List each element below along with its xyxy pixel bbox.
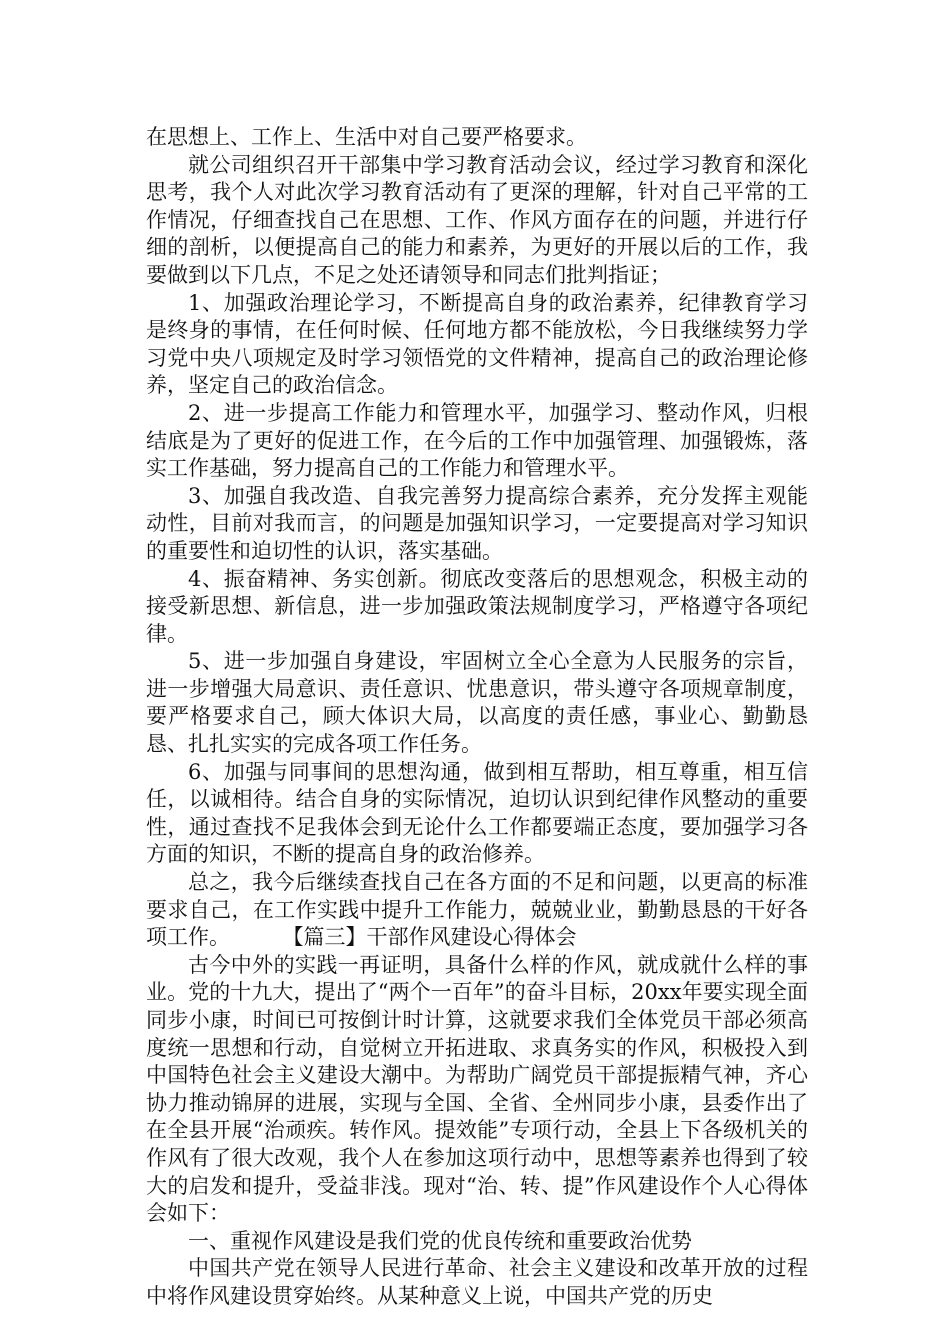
paragraph-item-3: 3、加强自我改造、自我完善努力提高综合素养，充分发挥主观能动性，目前对我而言，的问题是加强知识学习，一定要提高对学习知识的重要性和迫切性的认识，落实基础。	[146, 483, 808, 563]
document-body	[146, 124, 808, 1311]
paragraph-item-1: 1、加强政治理论学习，不断提高自身的政治素养，纪律教育学习是终身的事情，在任何时候、任何地方都不能放松，今日我继续努力学习党中央八项规定及时学习领悟党的文件精神，提高自己的政治理论修养，坚定自己的政治信念。	[146, 290, 808, 398]
summary-text: 总之，我今后继续查找自己在各方面的不足和问题，以更高的标准要求自己，在工作实践中提升工作能力，兢兢业业，勤勤恳恳的干好各项工作。	[146, 870, 808, 950]
section-heading: 【篇三】干部作风建设心得体会	[282, 925, 577, 950]
paragraph-section-intro: 古今中外的实践一再证明，具备什么样的作风，就成就什么样的事业。党的十九大，提出了“两个一百年”的奋斗目标，20xx年要实现全面同步小康，时间已可按倒计时计算，这就要求我们全体党员干部必须高度统一思想和行动，自觉树立开拓进取、求真务实的作风，积极投入到中国特色社会主义建设大潮中。为帮助广阔党员干部提振精气神，齐心协力推动锦屏的进展，实现与全国、全省、全州同步小康，县委作出了在全县开展“治顽疾。转作风。提效能”专项行动，全县上下各级机关的作风有了很大改观，我个人在参加这项行动中，思想等素养也得到了较大的启发和提升，受益非浅。现对“治、转、提”作风建设作个人心得体会如下：	[146, 952, 808, 1226]
subheading-one: 一、重视作风建设是我们党的优良传统和重要政治优势	[188, 1228, 692, 1253]
paragraph-section-body: 中国共产党在领导人民进行革命、社会主义建设和改革开放的过程中将作风建设贯穿始终。从某种意义上说，中国共产党的历史	[146, 1256, 808, 1308]
paragraph-continuation: 在思想上、工作上、生活中对自己要严格要求。	[146, 125, 587, 149]
paragraph-summary	[146, 869, 808, 952]
paragraph-item-2: 2、进一步提高工作能力和管理水平，加强学习、整动作风，归根结底是为了更好的促进工作，在今后的工作中加强管理、加强锻炼，落实工作基础，努力提高自己的工作能力和管理水平。	[146, 400, 808, 481]
paragraph-item-4: 4、振奋精神、务实创新。彻底改变落后的思想观念，积极主动的接受新思想、新信息，进一步加强政策法规制度学习，严格遵守各项纪律。	[146, 566, 808, 646]
paragraph-item-6: 6、加强与同事间的思想沟通，做到相互帮助，相互尊重，相互信任，以诚相待。结合自身的实际情况，迫切认识到纪律作风整动的重要性，通过查找不足我体会到无论什么工作都要端正态度，要加强学习各方面的知识，不断的提高自身的政治修养。	[146, 759, 808, 867]
paragraph-intro: 就公司组织召开干部集中学习教育活动会议，经过学习教育和深化思考，我个人对此次学习教育活动有了更深的理解，针对自己平常的工作情况，仔细查找自己在思想、工作、作风方面存在的问题，并进行仔细的剖析，以便提高自己的能力和素养，为更好的开展以后的工作，我要做到以下几点，不足之处还请领导和同志们批判指证；	[146, 152, 808, 287]
paragraph-item-5: 5、进一步加强自身建设，牢固树立全心全意为人民服务的宗旨，进一步增强大局意识、责任意识、忧患意识，带头遵守各项规章制度，要严格要求自己，顾大体识大局，以高度的责任感，事业心、勤勤恳恳、扎扎实实的完成各项工作任务。	[146, 649, 808, 757]
